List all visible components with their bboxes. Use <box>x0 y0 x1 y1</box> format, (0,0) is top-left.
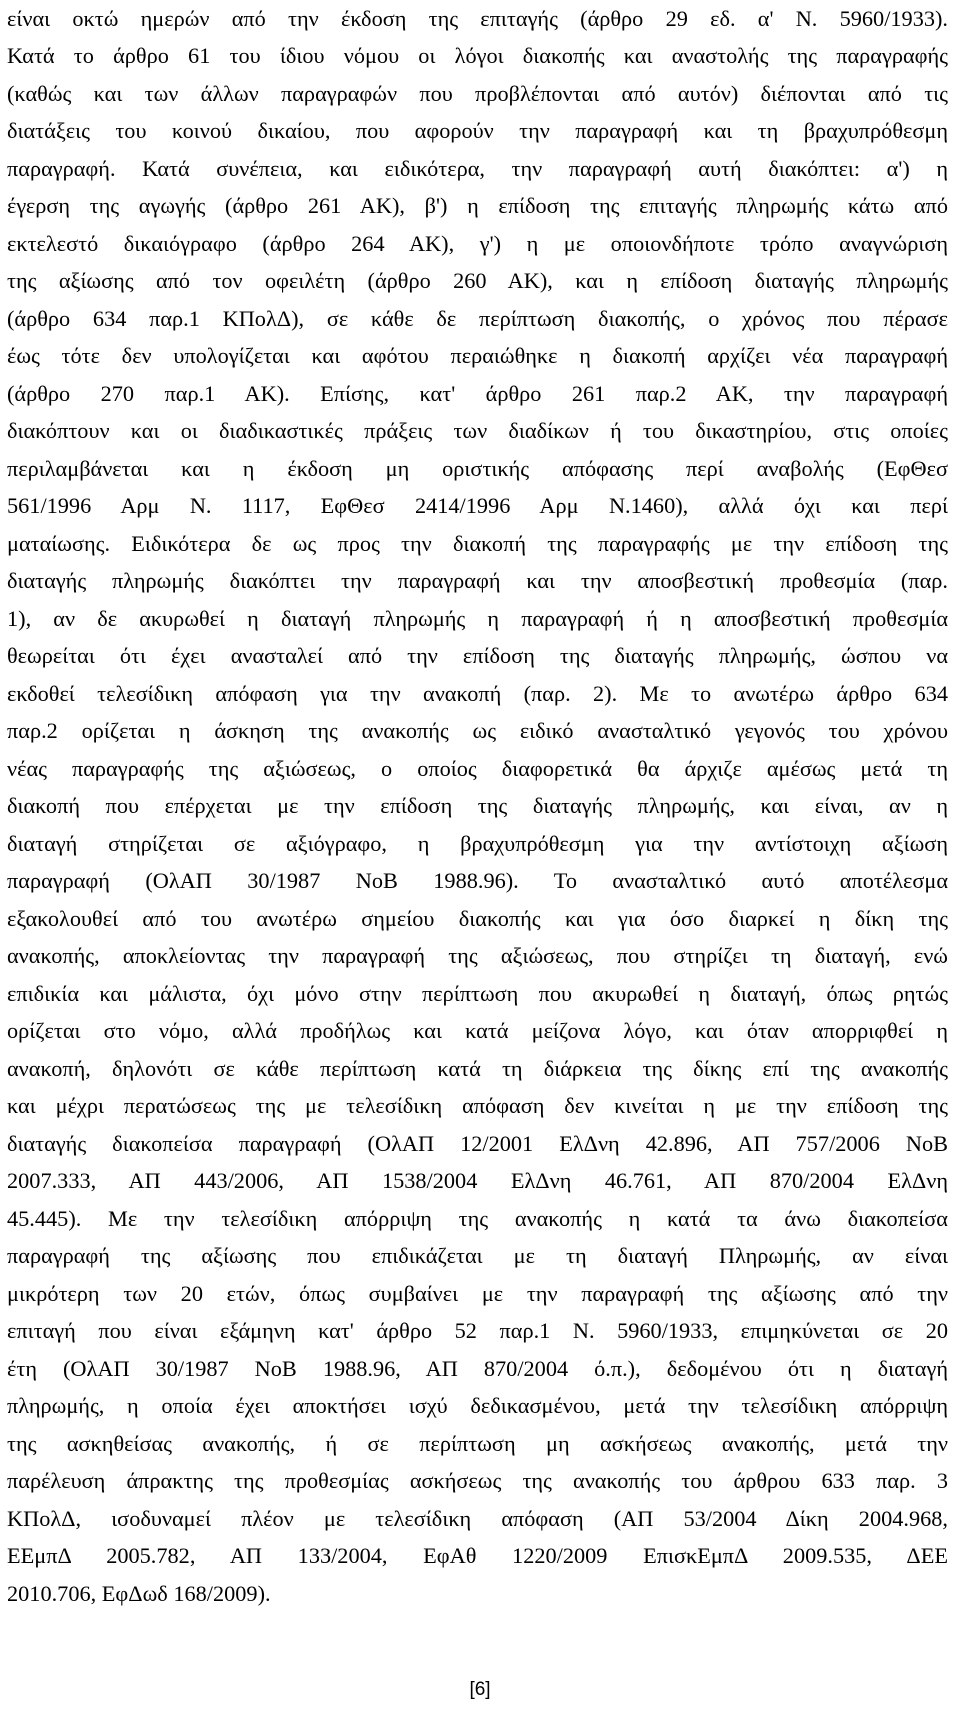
body-text-line: νέας παραγραφής της αξιώσεως, ο οποίος διαφορετικά θα άρχιζε αμέσως μετά τη <box>7 756 948 781</box>
body-text-line: διακόπτουν και οι διαδικαστικές πράξεις των διαδίκων ή του δικαστηρίου, στις οποίες <box>7 418 948 443</box>
body-text-line: διαταγής πληρωμής διακόπτει την παραγραφή και την αποσβεστική προθεσμία (παρ. <box>7 568 948 593</box>
body-text-line: παρέλευση άπρακτης της προθεσμίας ασκήσεως της ανακοπής του άρθρου 633 παρ. 3 <box>7 1468 948 1493</box>
body-text-line: διαταγή στηρίζεται σε αξιόγραφο, η βραχυπρόθεσμη για την αντίστοιχη αξίωση <box>7 831 948 856</box>
body-text-line: έγερση της αγωγής (άρθρο 261 ΑΚ), β') η επίδοση της επιταγής πληρωμής κάτω από <box>7 193 948 218</box>
body-text-line: της ασκηθείσας ανακοπής, ή σε περίπτωση μη ασκήσεως ανακοπής, μετά την <box>7 1431 948 1456</box>
body-text-line: εκδοθεί τελεσίδικη απόφαση για την ανακοπή (παρ. 2). Με το ανωτέρω άρθρο 634 <box>7 681 948 706</box>
body-text-line: ανακοπής, αποκλείοντας την παραγραφή της αξιώσεως, που στηρίζει τη διαταγή, ενώ <box>7 943 948 968</box>
body-text-line: διατάξεις του κοινού δικαίου, που αφορούν την παραγραφή και τη βραχυπρόθεσμη <box>7 118 948 143</box>
body-text-line: 45.445). Με την τελεσίδικη απόρριψη της ανακοπής η κατά τα άνω διακοπείσα <box>7 1206 948 1231</box>
body-text-line: επιδικία και μάλιστα, όχι μόνο στην περίπτωση που ακυρωθεί η διαταγή, όπως ρητώς <box>7 981 948 1006</box>
body-text-line: παραγραφή της αξίωσης που επιδικάζεται με τη διαταγή Πληρωμής, αν είναι <box>7 1243 948 1268</box>
body-text-line: εξακολουθεί από του ανωτέρω σημείου διακοπής και για όσο διαρκεί η δίκη της <box>7 906 948 931</box>
body-text-line: ΕΕμπΔ 2005.782, ΑΠ 133/2004, ΕφΑθ 1220/2009 ΕπισκΕμπΔ 2009.535, ΔΕΕ <box>7 1543 948 1568</box>
body-text-line: περιλαμβάνεται και η έκδοση μη οριστικής απόφασης περί αναβολής (ΕφΘεσ <box>7 456 948 481</box>
body-text-line: (άρθρο 634 παρ.1 ΚΠολΔ), σε κάθε δε περίπτωση διακοπής, ο χρόνος που πέρασε <box>7 306 948 331</box>
body-text-line: παρ.2 ορίζεται η άσκηση της ανακοπής ως ειδικό ανασταλτικό γεγονός του χρόνου <box>7 718 948 743</box>
body-text-line: διακοπή που επέρχεται με την επίδοση της διαταγής πληρωμής, και είναι, αν η <box>7 793 948 818</box>
body-text-line: ορίζεται στο νόμο, αλλά προδήλως και κατά μείζονα λόγο, και όταν απορριφθεί η <box>7 1018 948 1043</box>
body-text-line: είναι οκτώ ημερών από την έκδοση της επιταγής (άρθρο 29 εδ. α' Ν. 5960/1933). <box>7 6 948 31</box>
body-text-line: έως τότε δεν υπολογίζεται και αφότου περαιώθηκε η διακοπή αρχίζει νέα παραγραφή <box>7 343 948 368</box>
body-text-line: της αξίωσης από τον οφειλέτη (άρθρο 260 ΑΚ), και η επίδοση διαταγής πληρωμής <box>7 268 948 293</box>
page-number: [6] <box>469 1679 491 1700</box>
body-text-line: παραγραφή (ΟλΑΠ 30/1987 ΝοΒ 1988.96). Το ανασταλτικό αυτό αποτέλεσμα <box>7 868 948 893</box>
body-text-line: ανακοπή, δηλονότι σε κάθε περίπτωση κατά τη διάρκεια της δίκης επί της ανακοπής <box>7 1056 948 1081</box>
body-text-line: μικρότερη των 20 ετών, όπως συμβαίνει με την παραγραφή της αξίωσης από την <box>7 1281 948 1306</box>
body-text-line: και μέχρι περατώσεως της με τελεσίδικη απόφαση δεν κινείται η με την επίδοση της <box>7 1093 948 1118</box>
body-text-line: επιταγή που είναι εξάμηνη κατ' άρθρο 52 παρ.1 Ν. 5960/1933, επιμηκύνεται σε 20 <box>7 1318 948 1343</box>
body-text-line: ΚΠολΔ, ισοδυναμεί πλέον με τελεσίδικη απόφαση (ΑΠ 53/2004 Δίκη 2004.968, <box>7 1506 948 1531</box>
body-text-line: πληρωμής, η οποία έχει αποκτήσει ισχύ δεδικασμένου, μετά την τελεσίδικη απόρριψη <box>7 1393 948 1418</box>
body-text-line: παραγραφή. Κατά συνέπεια, και ειδικότερα, την παραγραφή αυτή διακόπτει: α') η <box>7 156 948 181</box>
body-text-line: 1), αν δε ακυρωθεί η διαταγή πληρωμής η παραγραφή ή η αποσβεστική προθεσμία <box>7 606 948 631</box>
body-text-line: 2007.333, ΑΠ 443/2006, ΑΠ 1538/2004 ΕλΔνη 46.761, ΑΠ 870/2004 ΕλΔνη <box>7 1168 948 1193</box>
body-text-line: 2010.706, ΕφΔωδ 168/2009). <box>7 1581 271 1606</box>
body-text-line: (άρθρο 270 παρ.1 ΑΚ). Επίσης, κατ' άρθρο 261 παρ.2 ΑΚ, την παραγραφή <box>7 381 948 406</box>
body-text-line: Κατά το άρθρο 61 του ίδιου νόμου οι λόγοι διακοπής και αναστολής της παραγραφής <box>7 43 948 68</box>
body-text-line: (καθώς και των άλλων παραγραφών που προβλέπονται από αυτόν) διέπονται από τις <box>7 81 948 106</box>
body-text-line: θεωρείται ότι έχει ανασταλεί από την επίδοση της διαταγής πληρωμής, ώσπου να <box>7 643 948 668</box>
body-text-line: έτη (ΟλΑΠ 30/1987 ΝοΒ 1988.96, ΑΠ 870/2004 ό.π.), δεδομένου ότι η διαταγή <box>7 1356 948 1381</box>
body-text-line: διαταγής διακοπείσα παραγραφή (ΟλΑΠ 12/2001 ΕλΔνη 42.896, ΑΠ 757/2006 ΝοΒ <box>7 1131 948 1156</box>
body-text-line: 561/1996 Αρμ Ν. 1117, ΕφΘεσ 2414/1996 Αρμ Ν.1460), αλλά όχι και περί <box>7 493 948 518</box>
body-text-line: ματαίωσης. Ειδικότερα δε ως προς την διακοπή της παραγραφής με την επίδοση της <box>7 531 948 556</box>
body-text-line: εκτελεστό δικαιόγραφο (άρθρο 264 ΑΚ), γ') η με οποιονδήποτε τρόπο αναγνώριση <box>7 231 948 256</box>
